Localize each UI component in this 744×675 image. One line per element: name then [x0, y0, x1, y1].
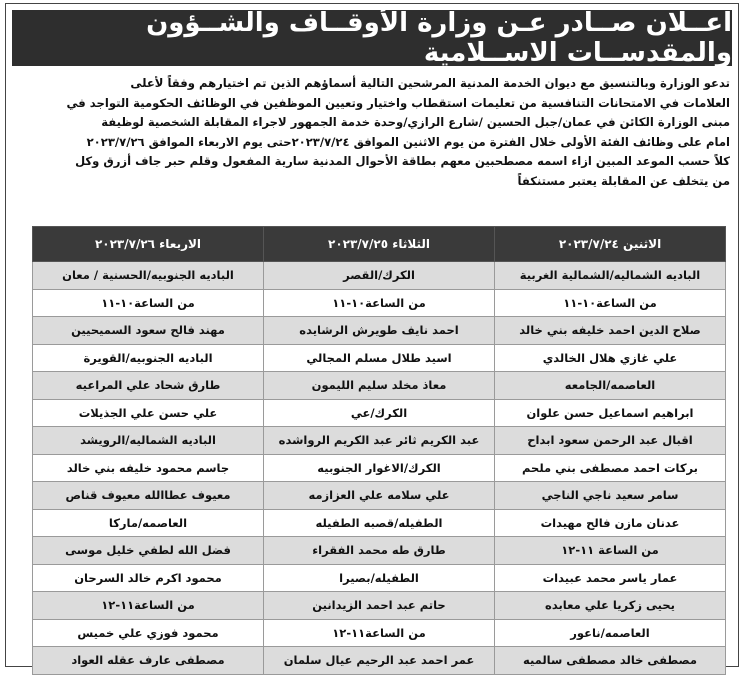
body-line: العلامات في الامتحانات التنافسية من تعليمات استقطاب واختيار وتعيين الموظفين في الوظائف الحكومية التواجد في	[66, 95, 730, 110]
table-row	[33, 289, 726, 317]
table-cell: معاذ مخلد سليم الليمون	[264, 372, 495, 400]
table-cell: عمار ياسر محمد عبيدات	[495, 564, 726, 592]
table-cell: عمر احمد عبد الرحيم عيال سلمان	[264, 647, 495, 675]
body-line: امام على وظائف الفئة الأولى خلال الفترة من يوم الاثنين الموافق ٢٠٢٣/٧/٢٤حتى يوم الاربعاء الموافق ٢٠٢٣/٧/٢٦	[86, 134, 730, 149]
table-row	[33, 564, 726, 592]
table-cell: سامر سعيد ناجي الناجي	[495, 482, 726, 510]
body-line: كلاً حسب الموعد المبين ازاء اسمه مصطحبين معهم بطاقة الأحوال المدنية سارية المفعول وقلم حبر جاف أزرق وكل	[75, 154, 730, 169]
table-cell: علي حسن علي الجذيلات	[33, 399, 264, 427]
table-cell: الطفيله/بصيرا	[264, 564, 495, 592]
table-cell: علي سلامه علي العزازمه	[264, 482, 495, 510]
table-row	[33, 427, 726, 455]
table-row	[33, 344, 726, 372]
table-cell: طارق طه محمد الفقراء	[264, 537, 495, 565]
table-row	[33, 262, 726, 290]
table-cell: يحيى زكريا علي معابده	[495, 592, 726, 620]
table-cell: طارق شحاد علي المراعيه	[33, 372, 264, 400]
table-header-row	[33, 227, 726, 262]
table-row	[33, 482, 726, 510]
table-row	[33, 509, 726, 537]
table-row	[33, 454, 726, 482]
column-header-wednesday: الاربعاء ٢٠٢٣/٧/٢٦	[33, 227, 264, 262]
column-header-tuesday: الثلاثاء ٢٠٢٣/٧/٢٥	[264, 227, 495, 262]
table-cell: مصطفى عارف عقله العواد	[33, 647, 264, 675]
table-cell: من الساعة١١-١٢	[33, 592, 264, 620]
table-cell: الباديه الشماليه/الشمالية الغربية	[495, 262, 726, 290]
table-cell: بركات احمد مصطفى بني ملحم	[495, 454, 726, 482]
table-row	[33, 399, 726, 427]
table-cell: الطفيله/قصبه الطفيله	[264, 509, 495, 537]
body-line: مبنى الوزارة الكائن في عمان/جبل الحسين /شارع الرازي/وحدة خدمة الجمهور لاجراء المقابلة الشخصية لوظيفة	[101, 115, 730, 130]
table-cell: الكرك/عي	[264, 399, 495, 427]
body-line: تدعو الوزارة وبالتنسيق مع ديوان الخدمة المدنية المرشحين التالية أسماؤهم الذين تم اختيارهم وفقاً لأعلى	[130, 76, 730, 90]
table-cell: صلاح الدين احمد خليفه بني خالد	[495, 317, 726, 345]
table-cell: مصطفى خالد مصطفى سالميه	[495, 647, 726, 675]
table-cell: من الساعة١٠-١١	[264, 289, 495, 317]
announcement-page	[5, 3, 739, 667]
table-row	[33, 372, 726, 400]
table-cell: الكرك/القصر	[264, 262, 495, 290]
table-cell: عدنان مازن فالح مهيدات	[495, 509, 726, 537]
announcement-title: اعــلان صــادر عـن وزارة الأوقــاف والشــؤون والمقدســات الاســلامية	[12, 10, 732, 66]
table-row	[33, 537, 726, 565]
table-cell: اقبال عبد الرحمن سعود ابداح	[495, 427, 726, 455]
table-cell: حاتم عبد احمد الزيدانين	[264, 592, 495, 620]
table-cell: من الساعة١٠-١١	[495, 289, 726, 317]
table-row	[33, 592, 726, 620]
body-line: من يتخلف عن المقابلة يعتبر مستنكفاً	[517, 173, 730, 188]
table-cell: علي غازي هلال الخالدي	[495, 344, 726, 372]
table-row	[33, 619, 726, 647]
table-cell: العاصمه/ماركا	[33, 509, 264, 537]
interview-schedule-table	[32, 226, 726, 675]
table-body	[33, 262, 726, 675]
table-cell: من الساعة ١١-١٢	[495, 537, 726, 565]
table-cell: عبد الكريم ثائر عبد الكريم الرواشده	[264, 427, 495, 455]
table-cell: العاصمه/ناعور	[495, 619, 726, 647]
table-cell: الباديه الجنوبيه/القويرة	[33, 344, 264, 372]
table-cell: فضل الله لطفي خليل موسى	[33, 537, 264, 565]
table-cell: الباديه الشماليه/الرويشد	[33, 427, 264, 455]
table-cell: من الساعة١١-١٢	[264, 619, 495, 647]
table-cell: اسيد طلال مسلم المجالي	[264, 344, 495, 372]
table-row	[33, 317, 726, 345]
column-header-monday: الاثنين ٢٠٢٣/٧/٢٤	[495, 227, 726, 262]
table-cell: الكرك/الاغوار الجنوبيه	[264, 454, 495, 482]
table-cell: احمد نايف طويرش الرشايده	[264, 317, 495, 345]
announcement-body	[14, 74, 730, 192]
table-cell: الباديه الجنوبيه/الحسنية / معان	[33, 262, 264, 290]
table-cell: محمود اكرم خالد السرحان	[33, 564, 264, 592]
table-cell: جاسم محمود خليفه بني خالد	[33, 454, 264, 482]
table-cell: ابراهيم اسماعيل حسن علوان	[495, 399, 726, 427]
table-cell: العاصمه/الجامعه	[495, 372, 726, 400]
table-cell: من الساعة١٠-١١	[33, 289, 264, 317]
table-cell: مهند فالح سعود السميحيين	[33, 317, 264, 345]
table-cell: محمود فوزي علي خميس	[33, 619, 264, 647]
table-cell: معيوف عطاالله معيوف قناص	[33, 482, 264, 510]
